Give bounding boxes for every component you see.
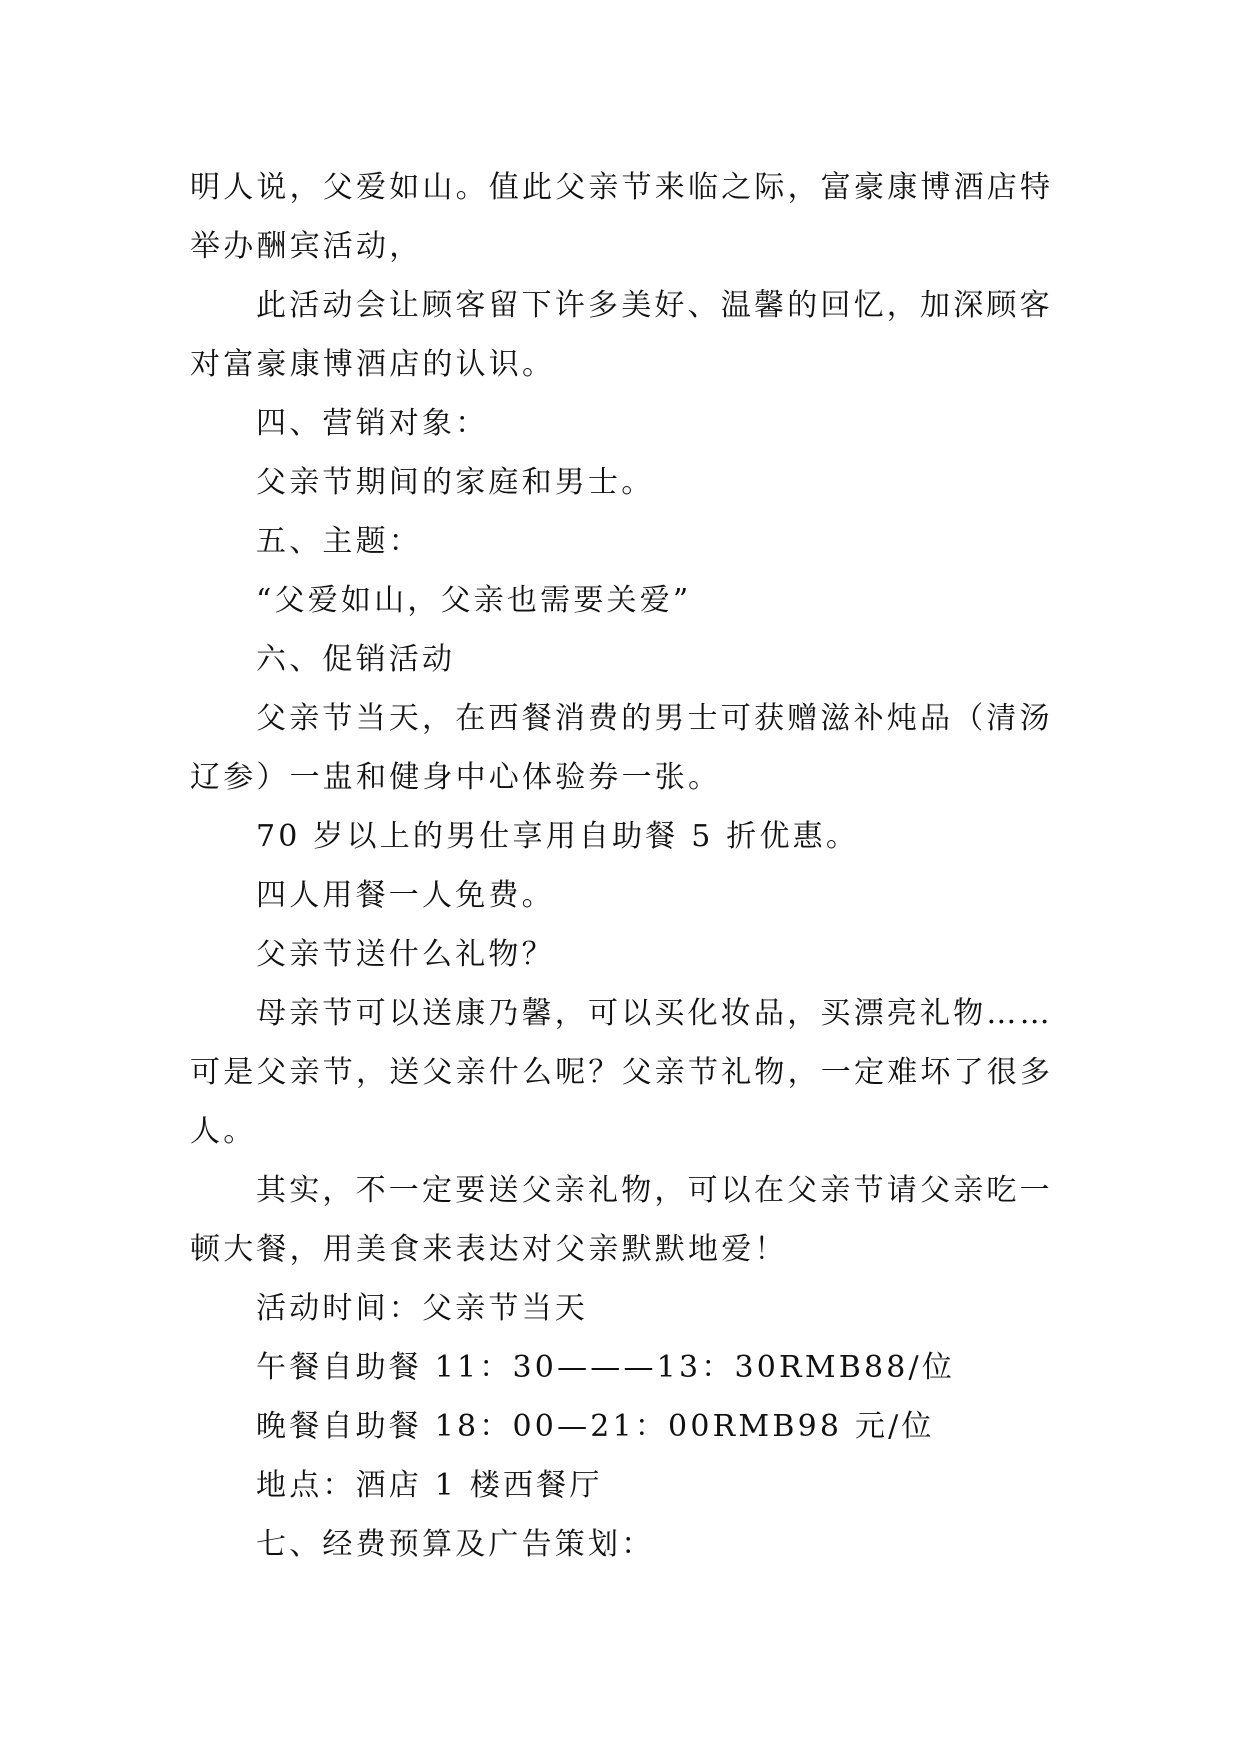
- text-line: 活动时间：父亲节当天: [256, 1291, 588, 1326]
- text-line: 70 岁以上的男仕享用自助餐 5 折优惠。: [256, 819, 860, 854]
- text-line: 母亲节可以送康乃馨，可以买化妆品，买漂亮礼物……: [256, 996, 1053, 1031]
- text-line: “父爱如山，父亲也需要关爱”: [256, 583, 692, 618]
- text-line: 人。: [190, 1114, 257, 1149]
- text-line: 父亲节送什么礼物？: [256, 937, 555, 972]
- text-line: 父亲节当天，在西餐消费的男士可获赠滋补炖品（清汤: [256, 701, 1053, 736]
- text-line: 此活动会让顾客留下许多美好、温馨的回忆，加深顾客: [256, 288, 1053, 323]
- section-heading: 五、主题：: [256, 524, 422, 559]
- section-heading: 四、营销对象：: [256, 406, 489, 441]
- text-line: 举办酬宾活动，: [190, 229, 423, 264]
- text-line: 四人用餐一人免费。: [256, 878, 555, 913]
- text-line: 对富豪康博酒店的认识。: [190, 347, 556, 382]
- text-line: 辽参）一盅和健身中心体验券一张。: [190, 760, 722, 795]
- text-line: 晚餐自助餐 18：00—21：00RMB98 元/位: [256, 1409, 935, 1444]
- text-line: 午餐自助餐 11：30———13：30RMB88/位: [256, 1350, 956, 1385]
- text-line: 可是父亲节，送父亲什么呢？父亲节礼物，一定难坏了很多: [190, 1055, 1054, 1090]
- text-line: 明人说，父爱如山。值此父亲节来临之际，富豪康博酒店特: [190, 170, 1054, 205]
- section-heading: 六、促销活动: [256, 642, 456, 677]
- section-heading: 七、经费预算及广告策划：: [256, 1527, 655, 1562]
- text-line: 地点：酒店 1 楼西餐厅: [256, 1468, 603, 1503]
- text-line: 其实，不一定要送父亲礼物，可以在父亲节请父亲吃一: [256, 1173, 1053, 1208]
- text-line: 顿大餐，用美食来表达对父亲默默地爱！: [190, 1232, 788, 1267]
- document-page: [190, 158, 1053, 1574]
- text-line: 父亲节期间的家庭和男士。: [256, 465, 655, 500]
